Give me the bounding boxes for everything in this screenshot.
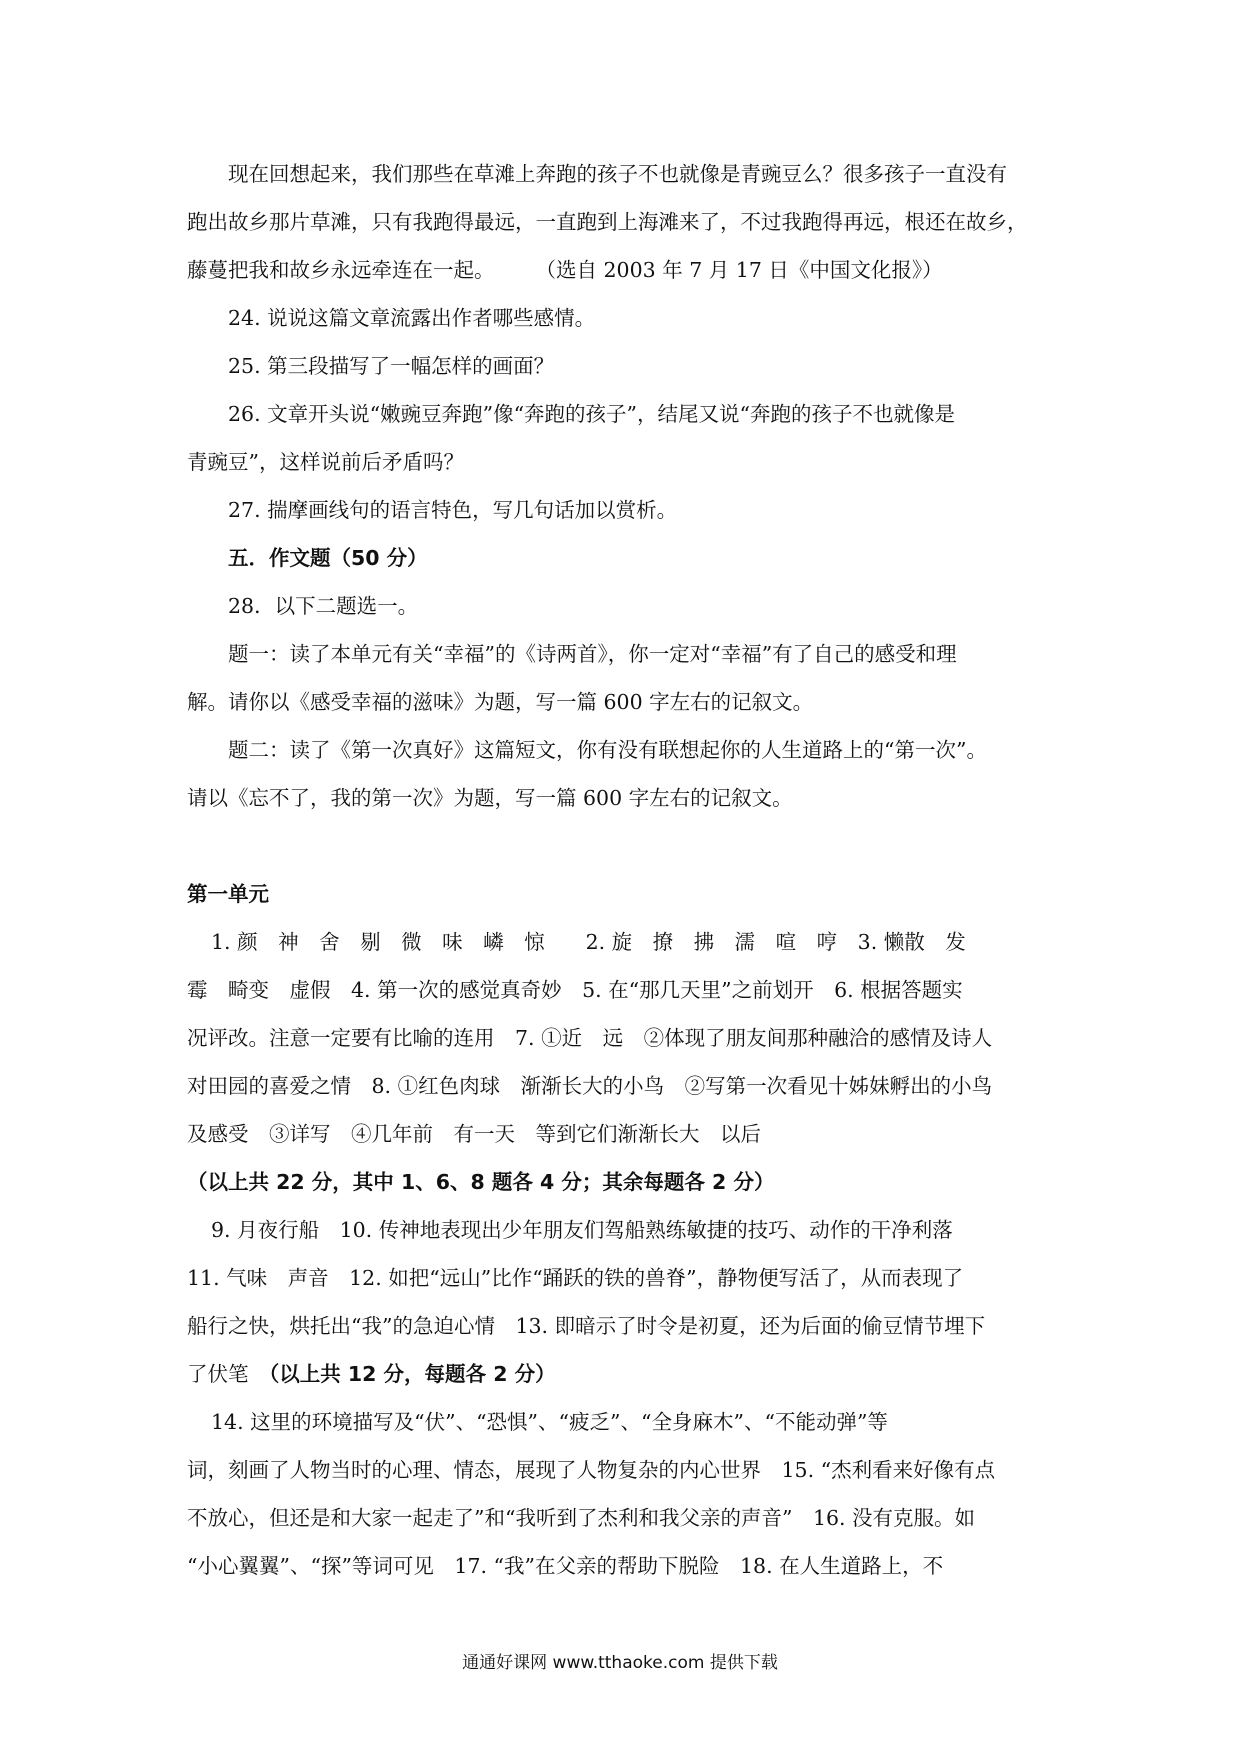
score-note-1: （以上共 22 分，其中 1、6、8 题各 4 分；其余每题各 2 分） [187, 1170, 775, 1194]
question-27: 27. 揣摩画线句的语言特色，写几句话加以赏析。 [228, 498, 678, 522]
topic-two: 题二：读了《第一次真好》这篇短文，你有没有联想起你的人生道路上的“第一次”。 [228, 738, 987, 762]
unit-title: 第一单元 [187, 882, 269, 906]
question-26: 26. 文章开头说“嫩豌豆奔跑”像“奔跑的孩子”，结尾又说“奔跑的孩子不也就像是 [228, 402, 956, 426]
question-28: 28．以下二题选一。 [228, 594, 419, 618]
question-24: 24. 说说这篇文章流露出作者哪些感情。 [228, 306, 596, 330]
answer-line: 1. 颜 神 舍 剔 微 味 嶙 惊 2. 旋 撩 拂 濡 喧 哼 3. 懒散 发 [211, 930, 966, 954]
passage-line: 跑出故乡那片草滩，只有我跑得最远，一直跑到上海滩来了，不过我跑得再远，根还在故乡， [187, 210, 1028, 234]
topic-one: 题一：读了本单元有关“幸福”的《诗两首》，你一定对“幸福”有了自己的感受和理 [228, 642, 957, 666]
question-26-cont: 青豌豆”，这样说前后矛盾吗？ [187, 450, 464, 474]
answer-line-with-score [187, 1350, 1057, 1398]
question-25: 25. 第三段描写了一幅怎样的画面？ [228, 354, 555, 378]
answer-line: 及感受 ③详写 ④几年前 有一天 等到它们渐渐长大 以后 [187, 1122, 761, 1146]
document-page [187, 150, 1057, 1590]
answer-line: 14. 这里的环境描写及“伏”、“恐惧”、“疲乏”、“全身麻木”、“不能动弹”等 [211, 1410, 888, 1434]
passage-line: 藤蔓把我和故乡永远牵连在一起。 （选自 2003 年 7 月 17 日《中国文化报》） [187, 258, 943, 282]
answer-line: 词，刻画了人物当时的心理、情态，展现了人物复杂的内心世界 15. “杰利看来好像有点 [187, 1458, 996, 1482]
answer-line: 9. 月夜行船 10. 传神地表现出少年朋友们驾船熟练敏捷的技巧、动作的干净利落 [211, 1218, 953, 1242]
answer-line: 11. 气味 声音 12. 如把“远山”比作“踊跃的铁的兽脊”，静物便写活了，从而表现了 [187, 1266, 964, 1290]
answer-line: 况评改。注意一定要有比喻的连用 7. ①近 远 ②体现了朋友间那种融洽的感情及诗人 [187, 1026, 993, 1050]
answer-text: 了伏笔 [187, 1362, 269, 1386]
page-footer: 通通好课网 www.tthaoke.com 提供下载 [462, 1653, 778, 1673]
passage-line: 现在回想起来，我们那些在草滩上奔跑的孩子不也就像是青豌豆么？很多孩子一直没有 [228, 162, 1007, 186]
answer-line: 不放心，但还是和大家一起走了”和“我听到了杰利和我父亲的声音” 16. 没有克服。如 [187, 1506, 976, 1530]
answer-line: 船行之快，烘托出“我”的急迫心情 13. 即暗示了时令是初夏，还为后面的偷豆情节埋下 [187, 1314, 986, 1338]
score-note-2: （以上共 12 分，每题各 2 分） [269, 1362, 556, 1386]
topic-two-cont: 请以《忘不了，我的第一次》为题，写一篇 600 字左右的记叙文。 [187, 786, 793, 810]
spacer [187, 822, 1057, 870]
composition-heading: 五．作文题（50 分） [228, 546, 428, 570]
answer-line: 霉 畸变 虚假 4. 第一次的感觉真奇妙 5. 在“那几天里”之前划开 6. 根据答题实 [187, 978, 963, 1002]
answer-line: “小心翼翼”、“探”等词可见 17. “我”在父亲的帮助下脱险 18. 在人生道路上，不 [187, 1554, 944, 1578]
answer-line: 对田园的喜爱之情 8. ①红色肉球 渐渐长大的小鸟 ②写第一次看见十姊妹孵出的小鸟 [187, 1074, 993, 1098]
topic-one-cont: 解。请你以《感受幸福的滋味》为题，写一篇 600 字左右的记叙文。 [187, 690, 814, 714]
